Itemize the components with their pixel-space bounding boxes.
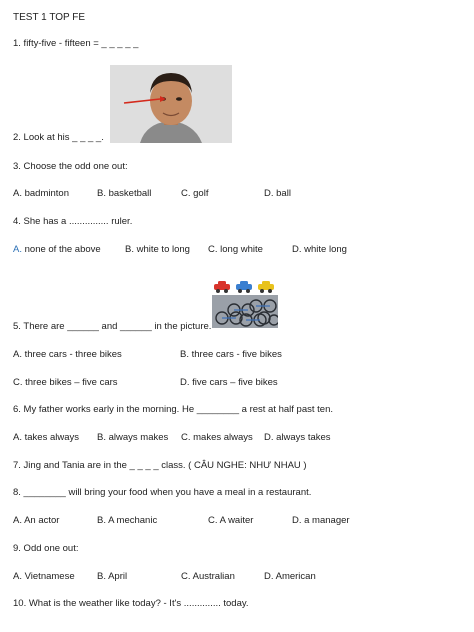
q5-option-a[interactable]: A. three cars - three bikes xyxy=(13,349,122,360)
q4-option-c[interactable]: C. long white xyxy=(208,244,263,255)
question-8: 8. ________ will bring your food when you have a meal in a restaurant. xyxy=(13,487,312,498)
question-10: 10. What is the weather like today? - It's .............. today. xyxy=(13,598,249,609)
question-1: 1. fifty-five - fifteen = _ _ _ _ _ xyxy=(13,38,139,49)
question-7: 7. Jing and Tania are in the _ _ _ _ class. ( CÂU NGHE: NHƯ NHAU ) xyxy=(13,460,307,471)
q3-option-a[interactable]: A. badminton xyxy=(13,188,69,199)
q8-option-a[interactable]: A. An actor xyxy=(13,515,60,526)
cars-bikes-picture xyxy=(212,280,278,328)
question-6: 6. My father works early in the morning. He ________ a rest at half past ten. xyxy=(13,404,334,415)
q9-option-b[interactable]: B. April xyxy=(97,571,128,582)
q3-option-c[interactable]: C. golf xyxy=(181,188,209,199)
question-5: 5. There are ______ and ______ in the picture. xyxy=(13,321,212,332)
q9-option-a[interactable]: A. Vietnamese xyxy=(13,571,75,582)
q4-option-b[interactable]: B. white to long xyxy=(125,244,190,255)
q6-option-d[interactable]: D. always takes xyxy=(264,432,331,443)
q4-option-a[interactable] xyxy=(13,244,101,256)
question-9: 9. Odd one out: xyxy=(13,543,79,554)
q6-option-b[interactable]: B. always makes xyxy=(97,432,169,443)
q4-option-a-text: none of the above xyxy=(21,244,101,255)
q5-option-b[interactable]: B. three cars - five bikes xyxy=(180,349,282,360)
q9-option-d[interactable]: D. American xyxy=(264,571,316,582)
face-photo xyxy=(110,65,232,143)
q3-option-b[interactable]: B. basketball xyxy=(97,188,152,199)
worksheet-title: TEST 1 TOP FE xyxy=(13,12,86,23)
q6-option-a[interactable]: A. takes always xyxy=(13,432,79,443)
q9-option-c[interactable]: C. Australian xyxy=(181,571,235,582)
q3-option-d[interactable]: D. ball xyxy=(264,188,291,199)
question-3: 3. Choose the odd one out: xyxy=(13,161,128,172)
q8-option-c[interactable]: C. A waiter xyxy=(208,515,254,526)
q6-option-c[interactable]: C. makes always xyxy=(181,432,253,443)
question-4: 4. She has a ............... ruler. xyxy=(13,216,133,227)
question-2: 2. Look at his _ _ _ _. xyxy=(13,132,104,143)
q8-option-b[interactable]: B. A mechanic xyxy=(97,515,158,526)
q5-option-c[interactable]: C. three bikes – five cars xyxy=(13,377,118,388)
q8-option-d[interactable]: D. a manager xyxy=(292,515,350,526)
q4-option-d[interactable]: D. white long xyxy=(292,244,347,255)
q5-option-d[interactable]: D. five cars – five bikes xyxy=(180,377,278,388)
q4-option-a-letter: A. xyxy=(13,244,22,255)
